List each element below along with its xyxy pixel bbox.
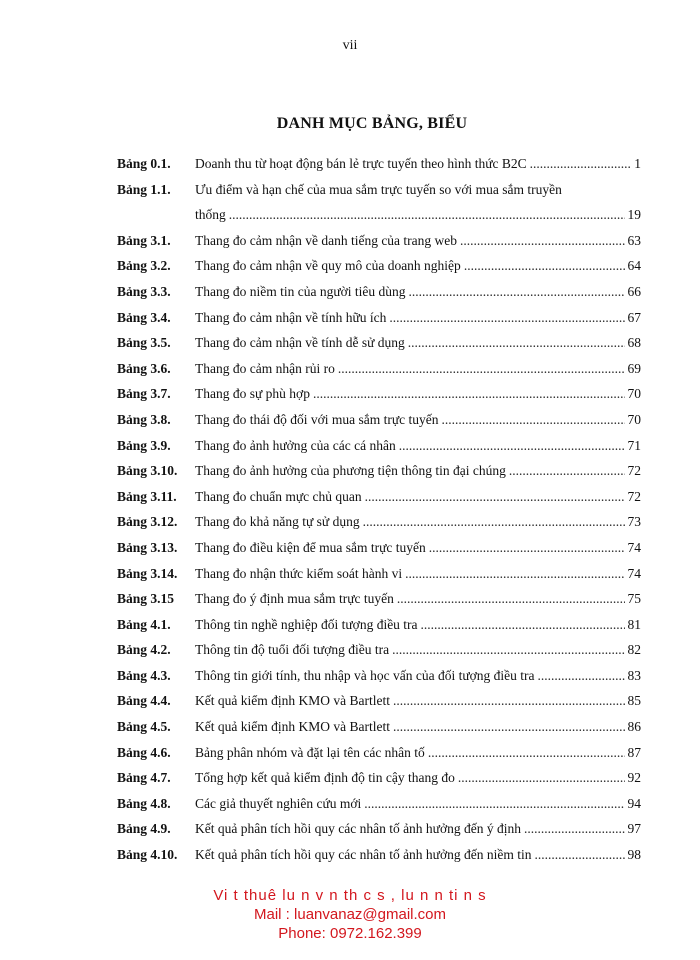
toc-entry[interactable] bbox=[117, 356, 641, 382]
dot-leader bbox=[442, 407, 625, 433]
dot-leader bbox=[464, 253, 625, 279]
toc-entry-label: Bảng 3.12. bbox=[117, 514, 178, 530]
toc-entry-page: 67 bbox=[627, 309, 641, 325]
toc-entry-label: Bảng 4.10. bbox=[117, 847, 178, 863]
toc-entry-label: Bảng 3.14. bbox=[117, 565, 178, 581]
toc-entry[interactable] bbox=[117, 458, 641, 484]
toc-entry[interactable] bbox=[117, 305, 641, 331]
toc-entry-label: Bảng 4.8. bbox=[117, 795, 171, 811]
toc-entry-label: Bảng 3.7. bbox=[117, 386, 171, 402]
toc-entry-title: Doanh thu từ hoạt động bán lẻ trực tuyến theo hình thức B2C bbox=[195, 156, 527, 171]
toc-entry-title: Thông tin giới tính, thu nhập và học vấn của đối tượng điều tra bbox=[195, 667, 535, 683]
toc-entry-label: Bảng 3.2. bbox=[117, 258, 171, 274]
footer-email[interactable]: Mail : luanvanaz@gmail.com bbox=[254, 906, 446, 923]
toc-entry-label: Bảng 4.6. bbox=[117, 744, 171, 760]
toc-entry-page: 92 bbox=[627, 770, 641, 786]
toc-entry-page: 98 bbox=[627, 847, 641, 863]
dot-leader bbox=[421, 612, 625, 638]
dot-leader bbox=[405, 561, 624, 587]
dot-leader bbox=[397, 586, 625, 612]
toc-entry-title: Bảng phân nhóm và đặt lại tên các nhân tố bbox=[195, 744, 425, 760]
dot-leader bbox=[530, 151, 632, 177]
toc-entry[interactable] bbox=[117, 714, 641, 740]
toc-entry-title-line1: Ưu điểm và hạn chế của mua sắm trực tuyến so với mua sắm truyền bbox=[195, 181, 562, 197]
dot-leader bbox=[428, 740, 625, 766]
toc-entry[interactable] bbox=[117, 740, 641, 766]
dot-leader bbox=[408, 330, 625, 356]
toc-entry-label: Bảng 3.6. bbox=[117, 360, 171, 376]
toc-entry-label: Bảng 1.1. bbox=[117, 181, 171, 197]
toc-entry-page: 71 bbox=[627, 437, 641, 453]
dot-leader bbox=[313, 381, 625, 407]
toc-entry[interactable] bbox=[117, 791, 641, 817]
toc-entry-title: Thang đo cảm nhận về tính hữu ích bbox=[195, 309, 387, 325]
dot-leader bbox=[458, 765, 625, 791]
toc-entry-title: Thang đo cảm nhận về quy mô của doanh nghiệp bbox=[195, 258, 461, 274]
dot-leader bbox=[363, 509, 625, 535]
toc-entry-page: 19 bbox=[627, 207, 641, 223]
toc-entry-title: thống bbox=[195, 207, 226, 223]
toc-entry-page: 94 bbox=[627, 795, 641, 811]
toc-entry-page: 70 bbox=[627, 386, 641, 402]
toc-entry-page: 70 bbox=[627, 411, 641, 427]
toc-entry-title: Thông tin độ tuổi đối tượng điều tra bbox=[195, 642, 390, 658]
page-title: DANH MỤC BẢNG, BIỂU bbox=[276, 115, 468, 132]
footer-phone[interactable]: Phone: 0972.162.399 bbox=[278, 925, 422, 942]
toc-entry[interactable] bbox=[117, 561, 641, 587]
toc-entry-page: 73 bbox=[627, 514, 641, 530]
toc-entry-label: Bảng 3.11. bbox=[117, 488, 177, 504]
toc-entry[interactable] bbox=[117, 663, 641, 689]
toc-entry-label: Bảng 4.3. bbox=[117, 667, 171, 683]
toc-entry-page: 81 bbox=[627, 616, 641, 632]
dot-leader bbox=[392, 637, 624, 663]
toc-entry[interactable] bbox=[117, 228, 641, 254]
page-number: vii bbox=[342, 38, 358, 53]
toc-entry-label: Bảng 4.4. bbox=[117, 693, 171, 709]
toc-entry-label: Bảng 4.7. bbox=[117, 770, 171, 786]
footer-service-text: Vi t thuê lu n v n th c s , lu n n ti n s bbox=[213, 887, 487, 904]
toc-entry-label: Bảng 4.5. bbox=[117, 719, 171, 735]
dot-leader bbox=[535, 842, 625, 868]
toc-entry-page: 68 bbox=[627, 335, 641, 351]
toc-entry-page: 72 bbox=[627, 463, 641, 479]
toc-entry-label: Bảng 4.9. bbox=[117, 821, 171, 837]
toc-entry[interactable] bbox=[117, 253, 641, 279]
toc-entry-title: Kết quả phân tích hồi quy các nhân tố ảnh hưởng đến ý định bbox=[195, 821, 522, 837]
toc-entry-page: 97 bbox=[627, 821, 641, 837]
toc-entry-title: Thang đo điều kiện để mua sắm trực tuyến bbox=[195, 539, 426, 555]
toc-entry-page: 74 bbox=[627, 539, 641, 555]
toc-entry-label: Bảng 3.9. bbox=[117, 437, 171, 453]
dot-leader bbox=[538, 663, 625, 689]
toc-entry-title: Kết quả phân tích hồi quy các nhân tố ảnh hưởng đến niềm tin bbox=[195, 847, 532, 863]
toc-entry-page: 66 bbox=[627, 283, 641, 299]
dot-leader bbox=[365, 484, 625, 510]
toc-entry[interactable] bbox=[117, 688, 641, 714]
toc-entry-label: Bảng 3.15 bbox=[117, 591, 175, 607]
toc-entry-title: Thông tin nghề nghiệp đối tượng điều tra bbox=[195, 616, 418, 632]
toc-entry-page: 63 bbox=[627, 232, 641, 248]
toc-entry-label: Bảng 4.1. bbox=[117, 616, 171, 632]
toc-entry[interactable] bbox=[117, 381, 641, 407]
toc-entry-label: Bảng 3.10. bbox=[117, 463, 178, 479]
toc-entry-title: Thang đo cảm nhận về tính dễ sử dụng bbox=[195, 335, 405, 351]
toc-entry-title: Kết quả kiểm định KMO và Bartlett bbox=[195, 719, 390, 735]
toc-entry-page: 74 bbox=[627, 565, 641, 581]
dot-leader bbox=[338, 356, 625, 382]
toc-entry-title: Các giả thuyết nghiên cứu mới bbox=[195, 795, 362, 811]
toc-entry-title: Thang đo chuẩn mực chủ quan bbox=[195, 488, 362, 504]
footer-watermark bbox=[0, 886, 700, 943]
toc-entry-title: Thang đo niềm tin của người tiêu dùng bbox=[195, 283, 406, 299]
toc-entry-label: Bảng 3.4. bbox=[117, 309, 171, 325]
toc-entry-label: Bảng 3.3. bbox=[117, 283, 171, 299]
toc-entry[interactable] bbox=[117, 484, 641, 510]
dot-leader bbox=[399, 433, 625, 459]
toc-entry[interactable] bbox=[117, 612, 641, 638]
toc-entry[interactable] bbox=[117, 637, 641, 663]
toc-entry-page: 1 bbox=[634, 156, 641, 171]
toc-entry-page: 72 bbox=[627, 488, 641, 504]
table-list bbox=[117, 151, 641, 868]
toc-entry[interactable] bbox=[117, 330, 641, 356]
dot-leader bbox=[389, 305, 624, 331]
toc-entry-title: Kết quả kiểm định KMO và Bartlett bbox=[195, 693, 390, 709]
toc-entry-label: Bảng 3.13. bbox=[117, 539, 178, 555]
toc-entry-title: Thang đo cảm nhận rủi ro bbox=[195, 360, 335, 376]
dot-leader bbox=[393, 714, 625, 740]
toc-entry[interactable] bbox=[117, 765, 641, 791]
toc-entry-label: Bảng 3.8. bbox=[117, 411, 171, 427]
toc-entry[interactable] bbox=[117, 177, 641, 228]
dot-leader bbox=[229, 202, 625, 228]
toc-entry-page: 86 bbox=[627, 719, 641, 735]
toc-entry-title: Thang đo sự phù hợp bbox=[195, 386, 310, 402]
dot-leader bbox=[429, 535, 625, 561]
toc-entry-page: 83 bbox=[627, 667, 641, 683]
toc-entry-title: Thang đo ảnh hưởng của các cá nhân bbox=[195, 437, 396, 453]
toc-entry-page: 75 bbox=[627, 591, 641, 607]
toc-entry[interactable] bbox=[117, 816, 641, 842]
dot-leader bbox=[460, 228, 624, 254]
toc-entry-label: Bảng 0.1. bbox=[117, 156, 171, 171]
toc-entry-label: Bảng 3.1. bbox=[117, 232, 171, 248]
toc-entry-page: 85 bbox=[627, 693, 641, 709]
toc-entry-page: 64 bbox=[627, 258, 641, 274]
toc-entry[interactable] bbox=[117, 279, 641, 305]
toc-entry-title: Thang đo ý định mua sắm trực tuyến bbox=[195, 591, 394, 607]
toc-entry-page: 82 bbox=[627, 642, 641, 658]
dot-leader bbox=[393, 688, 625, 714]
toc-entry[interactable] bbox=[117, 842, 641, 868]
toc-entry-title: Thang đo khả năng tự sử dụng bbox=[195, 514, 360, 530]
dot-leader bbox=[524, 816, 624, 842]
toc-entry-title: Thang đo nhận thức kiểm soát hành vi bbox=[195, 565, 403, 581]
toc-entry[interactable] bbox=[117, 433, 641, 459]
toc-entry-title: Thang đo thái độ đối với mua sắm trực tuyến bbox=[195, 411, 439, 427]
toc-entry-title: Tổng hợp kết quả kiểm định độ tin cậy thang đo bbox=[195, 770, 455, 786]
toc-entry[interactable] bbox=[117, 586, 641, 612]
dot-leader bbox=[409, 279, 625, 305]
toc-entry-title: Thang đo ảnh hưởng của phương tiện thông tin đại chúng bbox=[195, 463, 506, 479]
toc-entry-label: Bảng 4.2. bbox=[117, 642, 171, 658]
toc-entry-label: Bảng 3.5. bbox=[117, 335, 171, 351]
toc-entry[interactable] bbox=[117, 151, 641, 177]
toc-entry-page: 69 bbox=[627, 360, 641, 376]
toc-entry[interactable] bbox=[117, 535, 641, 561]
toc-entry[interactable] bbox=[117, 509, 641, 535]
toc-entry-page: 87 bbox=[627, 744, 641, 760]
toc-entry-title: Thang đo cảm nhận về danh tiếng của trang web bbox=[195, 232, 458, 248]
dot-leader bbox=[364, 791, 624, 817]
dot-leader bbox=[509, 458, 625, 484]
toc-entry[interactable] bbox=[117, 407, 641, 433]
